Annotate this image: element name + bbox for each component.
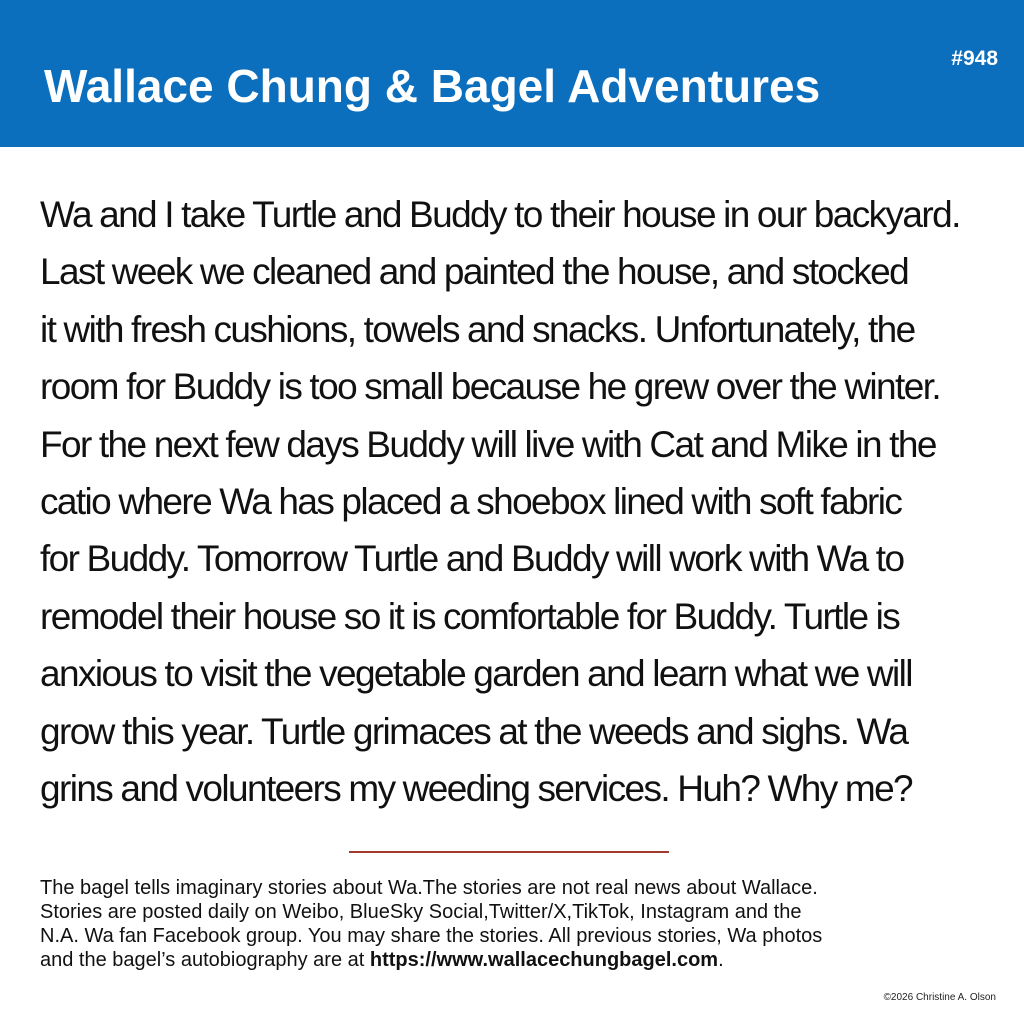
page-title: Wallace Chung & Bagel Adventures bbox=[44, 60, 821, 112]
footer-line: N.A. Wa fan Facebook group. You may share the stories. All previous stories, Wa photos bbox=[40, 925, 823, 947]
story-line: For the next few days Buddy will live with Cat and Mike in the bbox=[40, 423, 936, 465]
story-line: room for Buddy is too small because he grew over the winter. bbox=[40, 366, 941, 408]
section-divider bbox=[349, 851, 669, 853]
footer-disclaimer bbox=[40, 876, 1000, 972]
story-line: catio where Wa has placed a shoebox lined with soft fabric bbox=[40, 481, 902, 523]
story-line: Last week we cleaned and painted the house, and stocked bbox=[40, 251, 909, 293]
story-line: Wa and I take Turtle and Buddy to their house in our backyard. bbox=[40, 194, 960, 235]
footer-line: Stories are posted daily on Weibo, BlueSky Social,Twitter/X,TikTok, Instagram and the bbox=[40, 901, 802, 923]
story-line: remodel their house so it is comfortable for Buddy. Turtle is bbox=[40, 595, 900, 637]
story-number-badge: #948 bbox=[951, 47, 998, 70]
story-line: grow this year. Turtle grimaces at the weeds and sighs. Wa bbox=[40, 710, 908, 752]
copyright-notice: ©2026 Christine A. Olson bbox=[883, 992, 996, 1003]
footer-line: The bagel tells imaginary stories about Wa.The stories are not real news about Wallace. bbox=[40, 877, 818, 899]
footer-line-suffix: . bbox=[718, 949, 724, 971]
story-line: it with fresh cushions, towels and snacks. Unfortunately, the bbox=[40, 308, 915, 350]
story-line: grins and volunteers my weeding services. Huh? Why me? bbox=[40, 768, 913, 810]
footer-line-with-link bbox=[40, 948, 1000, 972]
footer-line-prefix: and the bagel’s autobiography are at bbox=[40, 949, 370, 971]
header-banner bbox=[0, 0, 1024, 147]
story-line: for Buddy. Tomorrow Turtle and Buddy will work with Wa to bbox=[40, 538, 904, 580]
story-line: anxious to visit the vegetable garden and learn what we will bbox=[40, 653, 912, 695]
website-link[interactable]: https://www.wallacechungbagel.com bbox=[369, 949, 719, 971]
story-text bbox=[40, 186, 1015, 817]
